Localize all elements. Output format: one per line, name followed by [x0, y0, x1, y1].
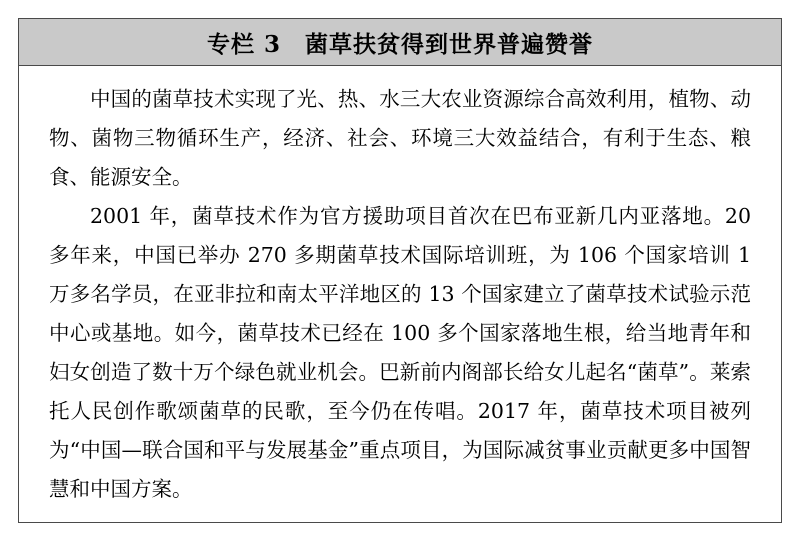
paragraph: 中国的菌草技术实现了光、热、水三大农业资源综合高效利用，植物、动物、菌物三物循环生产，经济、社会、环境三大效益结合，有利于生态、粮食、能源安全。: [49, 87, 751, 189]
paragraph: 2001 年，菌草技术作为官方援助项目首次在巴布亚新几内亚落地。20 多年来，中国已举办 270 多期菌草技术国际培训班，为 106 个国家培训 1 万多名学员，在亚非拉和南太平洋地区的 13 个国家建立了菌草技术试验示范中心或基地。如今，菌草技术已经在 100 多个国家落地生根，给当地青年和妇女创造了数十万个绿色就业机会。巴新前内阁部长给女儿起名“菌草”。莱索托人民创作歌颂菌草的民歌，至今仍在传唱。2017 年，菌草技术项目被列为“中国—联合国和平与发展基金”重点项目，为国际减贫事业贡献更多中国智慧和中国方案。: [49, 204, 751, 501]
callout-box: [18, 18, 782, 523]
callout-title-bar: [19, 19, 781, 66]
callout-title: 专栏 3 菌草扶贫得到世界普遍赞誉: [206, 30, 593, 58]
callout-body: [19, 66, 781, 519]
